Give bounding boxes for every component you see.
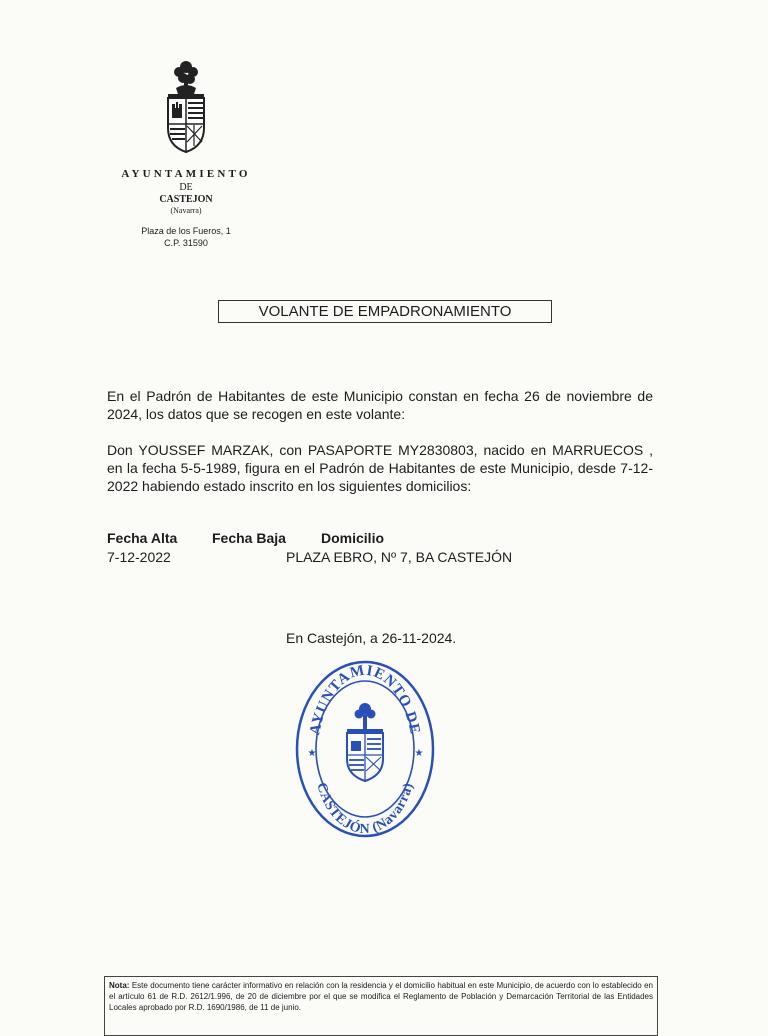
- coat-of-arms-icon: [159, 58, 213, 156]
- note-text: Este documento tiene carácter informativo en relación con la residencia y el domicilio habitual en este Municipio, de acuerdo con lo establecido en el artículo 61 de R.D. 2612/1.996, de 20 de diciembre por el que se modifica el Reglamento de Población y Demarcación Territorial de las Entidades Locales aprobado por R.D. 1690/1986, de 11 de junio.: [109, 981, 653, 1012]
- municipality-title: AYUNTAMIENTO: [121, 168, 251, 180]
- svg-text:CASTEJÓN (Navarra): [313, 781, 416, 837]
- official-stamp: [293, 651, 437, 843]
- legal-note: [104, 976, 658, 1036]
- document-title: VOLANTE DE EMPADRONAMIENTO: [218, 300, 552, 323]
- stamp-star-right-icon: ★: [414, 748, 424, 759]
- cell-fecha-alta: 7-12-2022: [107, 549, 171, 565]
- municipality-address: [96, 225, 276, 249]
- header-fecha-baja: Fecha Baja: [212, 530, 286, 546]
- stamp-bottom-text: CASTEJÓN (Navarra): [313, 781, 417, 838]
- letterhead: [96, 58, 276, 249]
- municipality-town: CASTEJON: [159, 194, 213, 205]
- address-line-2: C.P. 31590: [164, 238, 208, 248]
- stamp-top-text: AYUNTAMIENTO DE: [307, 662, 423, 737]
- intro-paragraph: En el Padrón de Habitantes de este Municipio constan en fecha 26 de noviembre de 2024, los datos que se recogen en este volante:: [107, 388, 653, 422]
- note-label: Nota:: [109, 981, 130, 990]
- address-line-1: Plaza de los Fueros, 1: [141, 226, 231, 236]
- cell-domicilio: PLAZA EBRO, Nº 7, BA CASTEJÓN: [286, 549, 513, 565]
- municipality-region: (Navarra): [170, 206, 202, 215]
- stamp-star-left-icon: ★: [307, 748, 317, 759]
- municipality-de: DE: [179, 182, 193, 193]
- stamp-crest-icon: [347, 703, 383, 781]
- header-fecha-alta: Fecha Alta: [107, 530, 178, 546]
- place-and-date: En Castejón, a 26-11-2024.: [286, 630, 457, 646]
- resident-paragraph: Don YOUSSEF MARZAK, con PASAPORTE MY2830803, nacido en MARRUECOS , en la fecha 5-5-1989, figura en el Padrón de Habitantes de este Municipio, desde 7-12-2022 habiendo estado inscrito en los siguientes domicilios:: [107, 442, 653, 494]
- header-domicilio: Domicilio: [321, 530, 385, 546]
